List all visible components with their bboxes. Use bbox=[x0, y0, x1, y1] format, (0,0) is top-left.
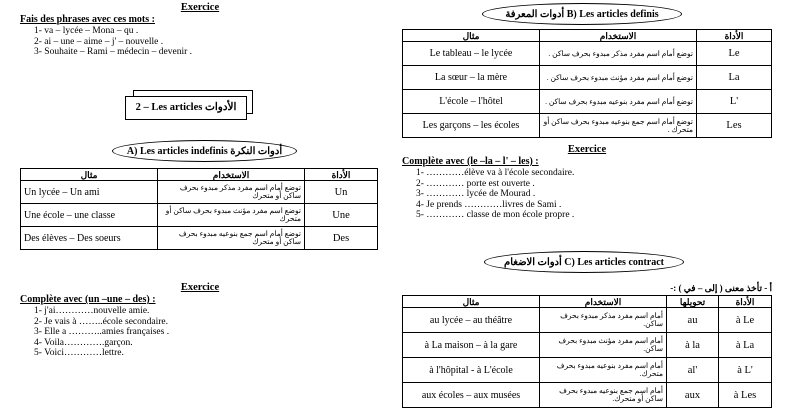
example-cell: au lycée – au théâtre bbox=[403, 308, 540, 333]
transform-cell: al' bbox=[667, 358, 719, 383]
table-row bbox=[403, 90, 772, 114]
list-item: 2- ………… porte est ouverte . bbox=[416, 178, 535, 189]
exercise-2-title: Exercice bbox=[180, 282, 220, 293]
example-cell: Le tableau – le lycée bbox=[403, 42, 540, 66]
list-item: 5- Voici…………lettre. bbox=[34, 348, 124, 359]
article-cell: Le bbox=[697, 42, 772, 66]
header-article: الأداة bbox=[719, 296, 772, 308]
header-article: الأداة bbox=[697, 30, 772, 42]
table-row bbox=[403, 308, 772, 333]
usage-cell: أمام اسم مفرد مذكر مبدوء بحرف ساكن. bbox=[540, 308, 667, 333]
article-cell: Des bbox=[305, 227, 378, 250]
usage-cell: توضع أمام اسم مفرد مذكر مبدوء بحرف ساكن أو متحرك bbox=[158, 181, 305, 204]
header-transform: تحويلها bbox=[667, 296, 719, 308]
list-item: 3- ………… lycée de Mourad . bbox=[416, 189, 536, 200]
contract-subtitle: أ - تأخذ معنى ( إلى – في ) :- bbox=[670, 283, 772, 293]
exercise-3-instruction: Complète avec (le –la – l' – les) : bbox=[402, 156, 539, 167]
article-cell: L' bbox=[697, 90, 772, 114]
definis-title: أدوات المعرفة B) Les articles definis bbox=[482, 3, 682, 25]
example-cell: Un lycée – Un ami bbox=[21, 181, 158, 204]
list-item: 1- j'ai…………nouvelle amie. bbox=[34, 306, 150, 316]
article-cell: Les bbox=[697, 114, 772, 138]
usage-cell: توضع أمام اسم مفرد مؤنث مبدوء بحرف ساكن . bbox=[540, 66, 697, 90]
list-item: 4- Je prends …………livres de Sami . bbox=[416, 199, 562, 210]
contract-title: أدوات الاضغام C) Les articles contract bbox=[484, 251, 684, 273]
exercise-1-title: Exercice bbox=[180, 2, 220, 13]
header-example: مثال bbox=[403, 296, 540, 308]
definis-table bbox=[402, 29, 772, 138]
example-cell: à l'hôpital - à L'école bbox=[403, 358, 540, 383]
header-usage: الاستخدام bbox=[158, 169, 305, 181]
list-item: 3- Elle a ………..amies françaises . bbox=[34, 327, 170, 338]
article-cell: Une bbox=[305, 204, 378, 227]
example-cell: Les garçons – les écoles bbox=[403, 114, 540, 138]
transform-cell: au bbox=[667, 308, 719, 333]
usage-cell: أمام اسم مفرد بنوعيه مبدوء بحرف متحرك. bbox=[540, 358, 667, 383]
usage-cell: توضع أمام اسم مفرد مذكر مبدوء بحرف ساكن . bbox=[540, 42, 697, 66]
usage-cell: أمام اسم مفرد مؤنث مبدوء بحرف ساكن. bbox=[540, 333, 667, 358]
exercise-3-title: Exercice bbox=[567, 144, 607, 155]
example-cell: Des élèves – Des soeurs bbox=[21, 227, 158, 250]
example-cell: La sœur – la mère bbox=[403, 66, 540, 90]
table-row bbox=[403, 383, 772, 408]
header-usage: الاستخدام bbox=[540, 296, 667, 308]
list-item: 1- va – lycée – Mona – qu . bbox=[34, 26, 139, 36]
contract-table bbox=[402, 295, 772, 408]
usage-cell: توضع أمام اسم مفرد بنوعيه مبدوء بحرف ساكن . bbox=[540, 90, 697, 114]
exercise-1-instruction: Fais des phrases avec ces mots : bbox=[20, 14, 155, 25]
list-item: 2- Je vais à ……..école secondaire. bbox=[34, 316, 169, 327]
indefinis-table bbox=[20, 168, 378, 250]
article-cell: à Le bbox=[719, 308, 772, 333]
list-item: 3- Souhaite – Rami – médecin – devenir . bbox=[34, 47, 193, 58]
header-example: مثال bbox=[403, 30, 540, 42]
header-example: مثال bbox=[21, 169, 158, 181]
header-usage: الاستخدام bbox=[540, 30, 697, 42]
example-cell: Une école – une classe bbox=[21, 204, 158, 227]
example-cell: L'école – l'hôtel bbox=[403, 90, 540, 114]
usage-cell: توضع أمام اسم جمع بنوعيه مبدوء بحرف ساكن أو متحرك bbox=[158, 227, 305, 250]
list-item: 2- ai – une – aime – j' – nouvelle . bbox=[34, 36, 164, 47]
header-article: الأداة bbox=[305, 169, 378, 181]
section-2-heading bbox=[125, 90, 255, 124]
article-cell: Un bbox=[305, 181, 378, 204]
article-cell: à L' bbox=[719, 358, 772, 383]
table-row bbox=[403, 358, 772, 383]
exercise-1-list bbox=[20, 26, 380, 58]
table-row bbox=[21, 204, 378, 227]
usage-cell: أمام اسم جمع بنوعيه مبدوء بحرف ساكن أو متحرك. bbox=[540, 383, 667, 408]
section-2-label: 2 – Les articles الأدوات bbox=[125, 96, 247, 120]
exercise-3-list bbox=[402, 168, 772, 221]
exercise-1 bbox=[20, 2, 380, 58]
table-row bbox=[403, 66, 772, 90]
table-row bbox=[21, 181, 378, 204]
article-cell: La bbox=[697, 66, 772, 90]
usage-cell: توضع أمام اسم جمع بنوعيه مبدوء بحرف ساكن أو متحرك . bbox=[540, 114, 697, 138]
table-row bbox=[403, 333, 772, 358]
article-cell: à Les bbox=[719, 383, 772, 408]
list-item: 4- Voila………….garçon. bbox=[34, 337, 133, 348]
example-cell: à La maison – à la gare bbox=[403, 333, 540, 358]
example-cell: aux écoles – aux musées bbox=[403, 383, 540, 408]
exercise-3 bbox=[402, 144, 772, 221]
transform-cell: aux bbox=[667, 383, 719, 408]
table-row bbox=[403, 114, 772, 138]
usage-cell: توضع اسم مفرد مؤنث مبدوء بحرف ساكن أو متحرك bbox=[158, 204, 305, 227]
exercise-2-list bbox=[20, 306, 380, 359]
list-item: 5- ………… classe de mon école propre . bbox=[416, 210, 575, 221]
list-item: 1- …………élève va à l'école secondaire. bbox=[416, 168, 575, 178]
indefinis-title: A) Les articles indefinis أدوات النكرة bbox=[112, 140, 297, 162]
transform-cell: à la bbox=[667, 333, 719, 358]
exercise-2 bbox=[20, 282, 380, 359]
exercise-2-instruction: Complète avec (un –une – des) : bbox=[20, 294, 156, 305]
table-row bbox=[403, 42, 772, 66]
table-row bbox=[21, 227, 378, 250]
article-cell: à La bbox=[719, 333, 772, 358]
